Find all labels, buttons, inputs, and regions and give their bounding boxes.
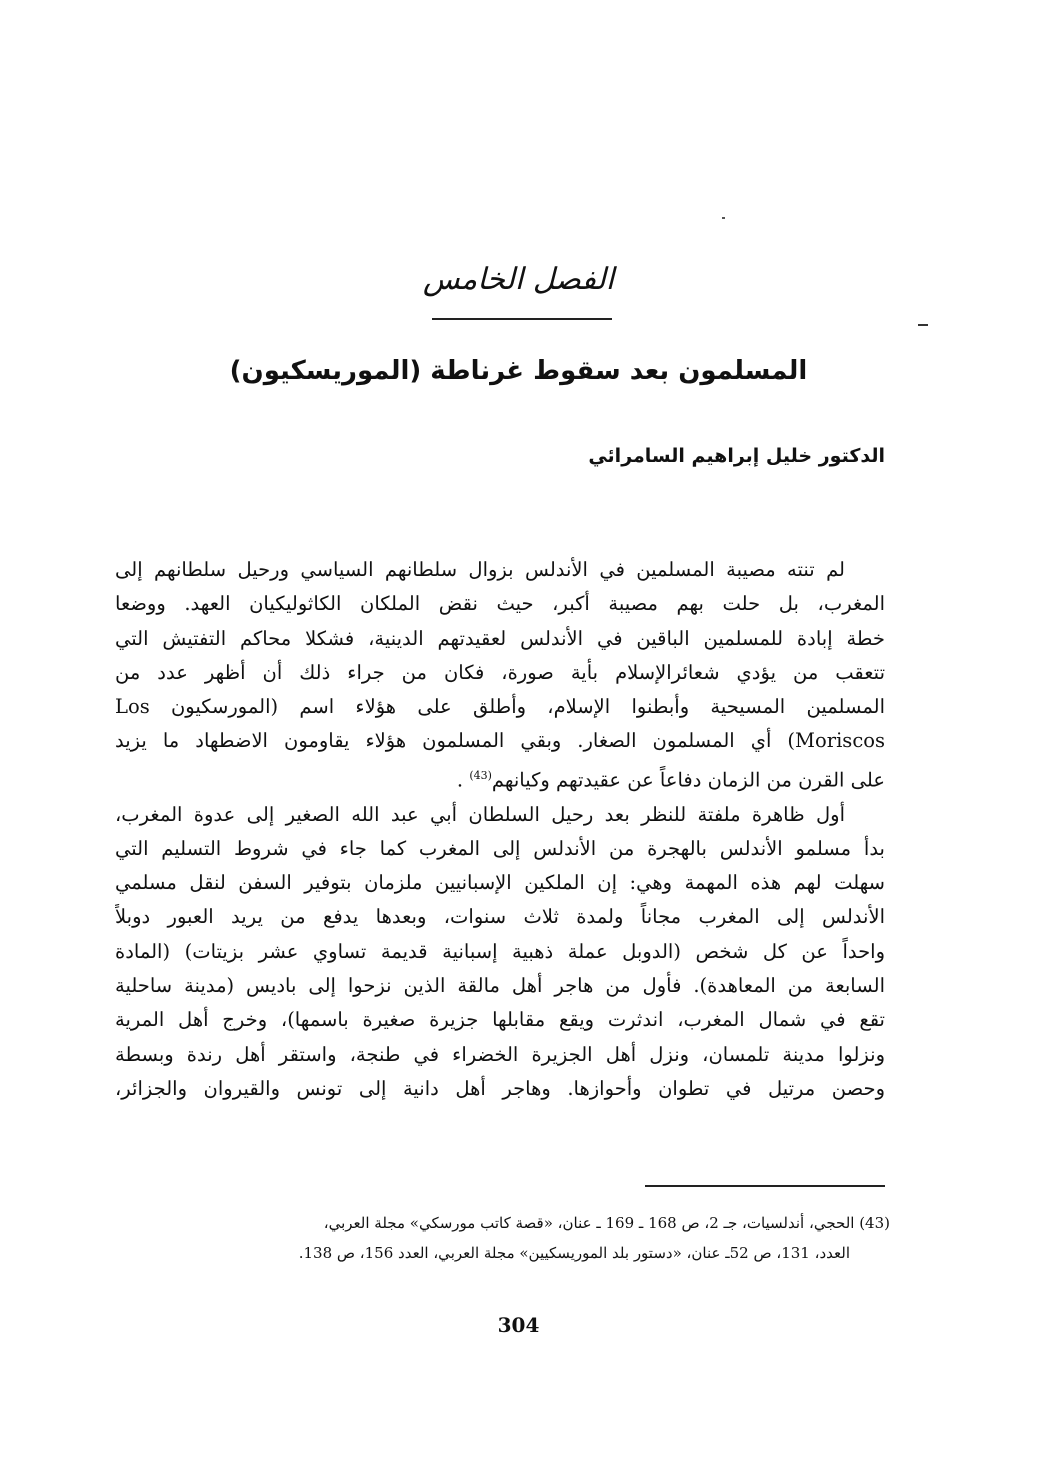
text-line: على القرن من الزمان دفاعاً عن عقيدتهم وكيانهم$^{(43)}$ . — [456, 768, 885, 792]
text-line: تتعقب من يؤدي شعائرالإسلام بأية صورة، فكان من جراء ذلك أن أظهر عدد من — [115, 660, 885, 684]
text-line-content: على القرن من الزمان دفاعاً عن عقيدتهم وكيانهم — [491, 768, 885, 792]
text-line: Moriscos) أي المسلمون الصغار. وبقي المسلمون هؤلاء يقاومون الاضطهاد ما يزيد — [115, 729, 885, 753]
margin-mark — [918, 324, 928, 326]
article-heading: المسلمون بعد سقوط غرناطة (الموريسكيون) — [229, 356, 808, 386]
text-line: المسلمين المسيحية وأبطنوا الإسلام، وأطلق على هؤلاء اسم (المورسكيون Los — [115, 695, 885, 719]
title-rule — [432, 318, 612, 320]
text-line: واحداً عن كل شخص (الدوبل عملة ذهبية إسبانية قديمة تساوي عشر بزيتات) (المادة — [115, 939, 885, 963]
text-line: أول ظاهرة ملفتة للنظر بعد رحيل السلطان أبي عبد الله الصغير إلى عدوة المغرب، — [115, 802, 845, 826]
text-line: تقع في شمال المغرب، اندثرت ويقع مقابلها جزيرة صغيرة باسمها)، وخرج أهل المرية — [115, 1008, 885, 1032]
text-line: سهلت لهم هذه المهمة وهي: إن الملكين الإسبانيين ملزمان بتوفير السفن لنقل مسلمي — [115, 871, 885, 895]
text-line: خطة إبادة للمسلمين الباقين في الأندلس لعقيدتهم الدينية، فشكلا محاكم التفتيش التي — [115, 626, 885, 650]
chapter-title: الفصل الخامس — [422, 262, 615, 297]
footnote-line: العدد، 131، ص 52ـ عنان، «دستور بلد الموريسكيين» مجلة العربي، العدد 156، ص 138. — [298, 1244, 850, 1262]
footnote-line: (43) الحجي، أندلسيات، جـ 2، ص 168 ـ 169 ـ عنان، «قصة كاتب مورسكي» مجلة العربي، — [323, 1214, 890, 1232]
text-line: لم تنته مصيبة المسلمين في الأندلس بزوال سلطانهم السياسي ورحيل سلطانهم إلى — [115, 558, 845, 581]
author-name: الدكتور خليل إبراهيم السامرائي — [588, 445, 885, 467]
scan-speck — [722, 217, 725, 219]
text-line: ونزلوا مدينة تلمسان، ونزل أهل الجزيرة الخضراء في طنجة، واستقر أهل رندة وبسطة — [115, 1042, 885, 1066]
text-line: بدأ مسلمو الأندلس بالهجرة من الأندلس إلى المغرب كما جاء في شروط التسليم التي — [115, 836, 885, 860]
footnote-ref[interactable]: (43) — [469, 768, 492, 782]
text-line: السابعة من المعاهدة). فأول من هاجر أهل مالقة الذين نزحوا إلى باديس (مدينة ساحلية — [115, 974, 885, 998]
body-text — [115, 553, 885, 1106]
text-line: وحصن مرتيل في تطوان وأحوازها. وهاجر أهل دانية إلى تونس والقيروان والجزائر، — [115, 1076, 885, 1100]
text-line: المغرب، بل حلت بهم مصيبة أكبر، حيث نقض الملكان الكاثوليكيان العهد. ووضعا — [115, 592, 885, 616]
page-number: 304 — [497, 1313, 540, 1337]
text-line: الأندلس إلى المغرب مجاناً ولمدة ثلاث سنوات، وبعدها يدفع من يريد العبور دوبلاً — [115, 905, 885, 929]
footnote-rule — [645, 1185, 885, 1187]
footnotes — [130, 1208, 890, 1268]
